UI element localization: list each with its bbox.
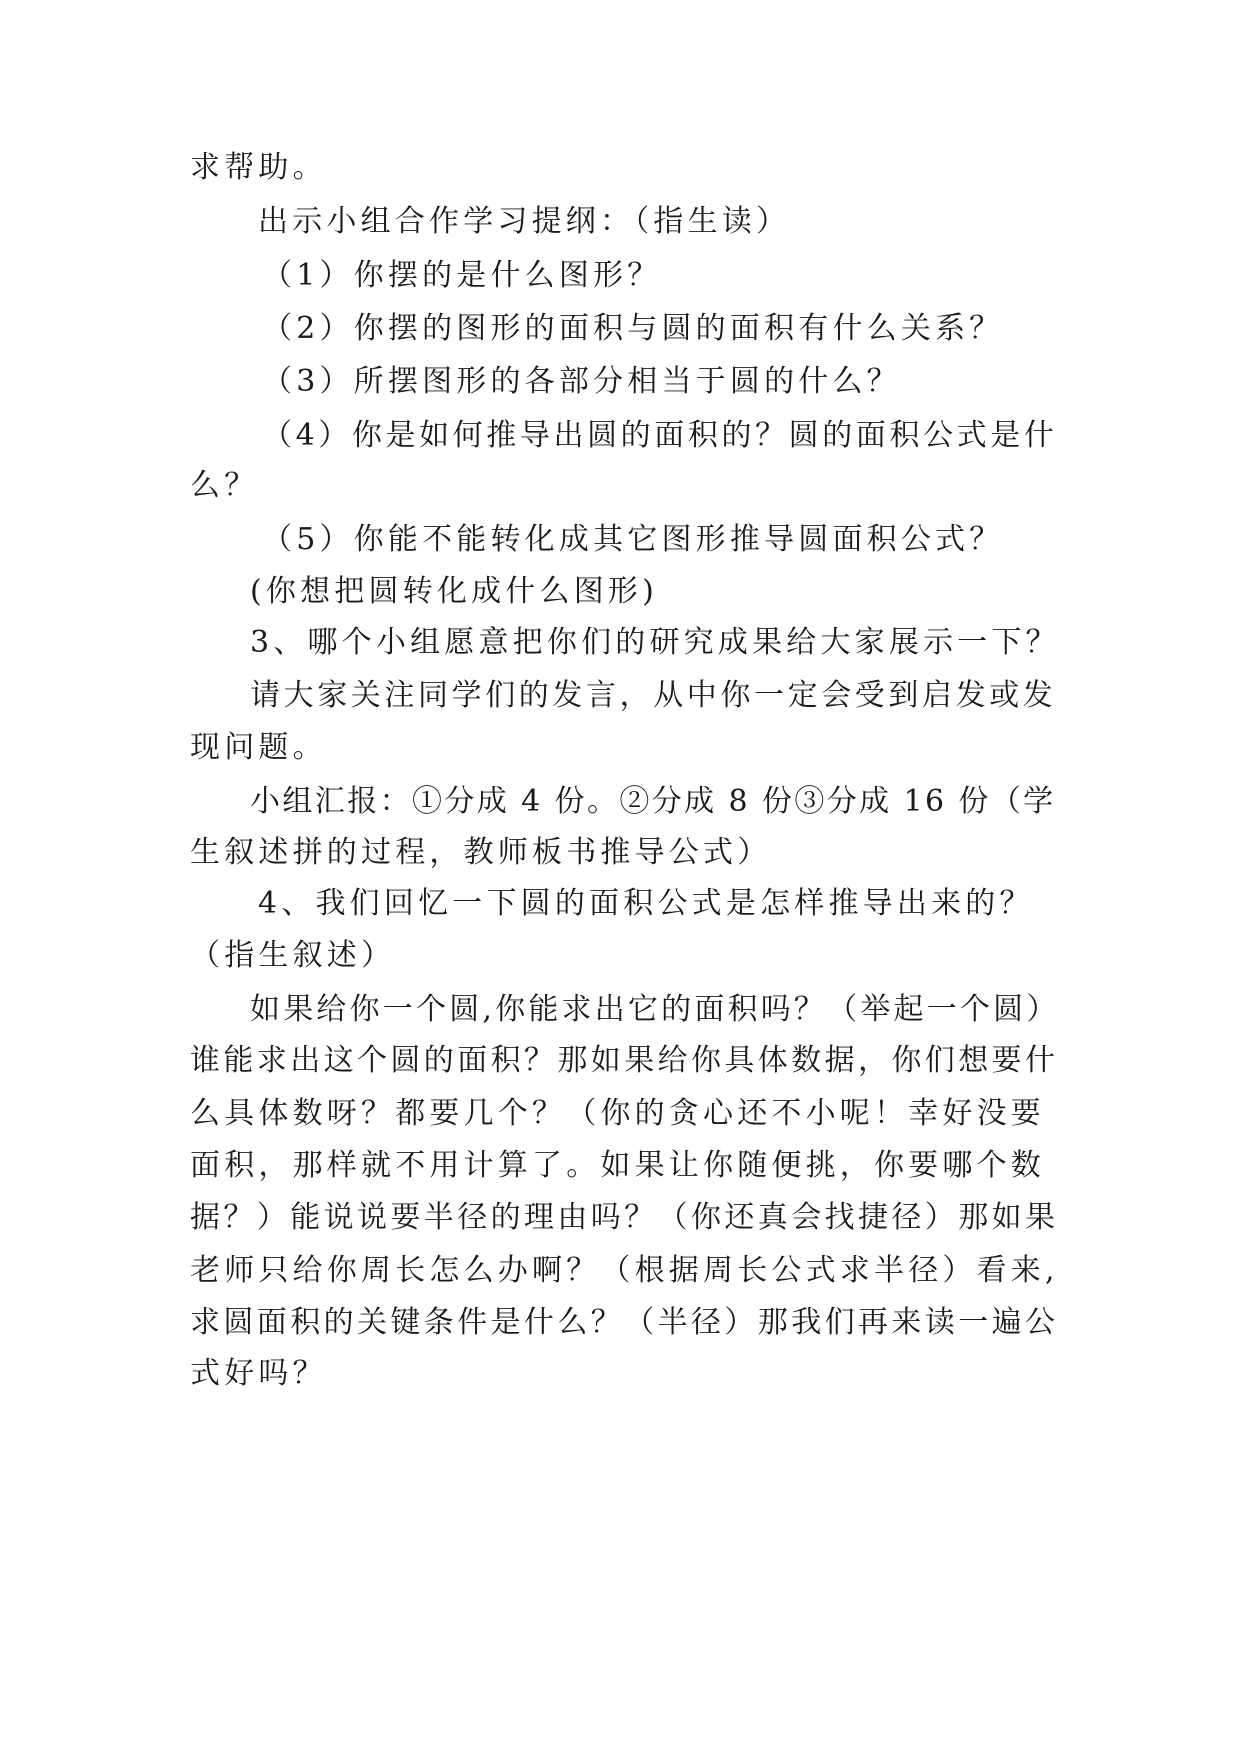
text-line: (你想把圆转化成什么图形)	[250, 574, 659, 609]
text-line: 4、我们回忆一下圆的面积公式是怎样推导出来的？	[258, 886, 1034, 921]
text-line: （5）你能不能转化成其它图形推导圆面积公式？	[262, 522, 1004, 557]
text-line: 老师只给你周长怎么办啊？（根据周长公式求半径）看来,	[190, 1253, 1059, 1288]
text-line: 么？	[190, 468, 259, 503]
text-line: （指生叙述）	[190, 938, 396, 973]
text-line: 据？）能说说要半径的理由吗？（你还真会找捷径）那如果	[190, 1200, 1059, 1235]
text-line: 请大家关注同学们的发言，从中你一定会受到启发或发	[250, 678, 1057, 713]
text-line: 么具体数呀？都要几个？（你的贪心还不小呢！幸好没要	[190, 1096, 1045, 1131]
text-line: 生叙述拼的过程，教师板书推导公式）	[190, 835, 772, 870]
text-line: （1）你摆的是什么图形？	[262, 258, 662, 293]
text-line: 3、哪个小组愿意把你们的研究成果给大家展示一下？	[250, 625, 1060, 660]
text-line: 式好吗？	[190, 1356, 327, 1391]
text-line: 求圆面积的关键条件是什么？（半径）那我们再来读一遍公	[190, 1305, 1059, 1340]
text-line: 小组汇报：①分成 4 份。②分成 8 份③分成 16 份（学	[250, 784, 1056, 819]
text-line: （3）所摆图形的各部分相当于圆的什么？	[262, 364, 901, 399]
text-line: 出示小组合作学习提纲：（指生读）	[258, 204, 791, 239]
text-line: 现问题。	[190, 730, 327, 765]
text-line: （4）你是如何推导出圆的面积的？圆的面积公式是什	[262, 418, 1058, 453]
text-line: 如果给你一个圆,你能求出它的面积吗？（举起一个圆）	[250, 992, 1060, 1027]
text-line: （2）你摆的图形的面积与圆的面积有什么关系？	[262, 311, 1004, 346]
text-line: 谁能求出这个圆的面积？那如果给你具体数据，你们想要什	[190, 1043, 1059, 1078]
text-line: 求帮助。	[190, 150, 327, 185]
text-line: 面积，那样就不用计算了。如果让你随便挑，你要哪个数	[190, 1148, 1045, 1183]
